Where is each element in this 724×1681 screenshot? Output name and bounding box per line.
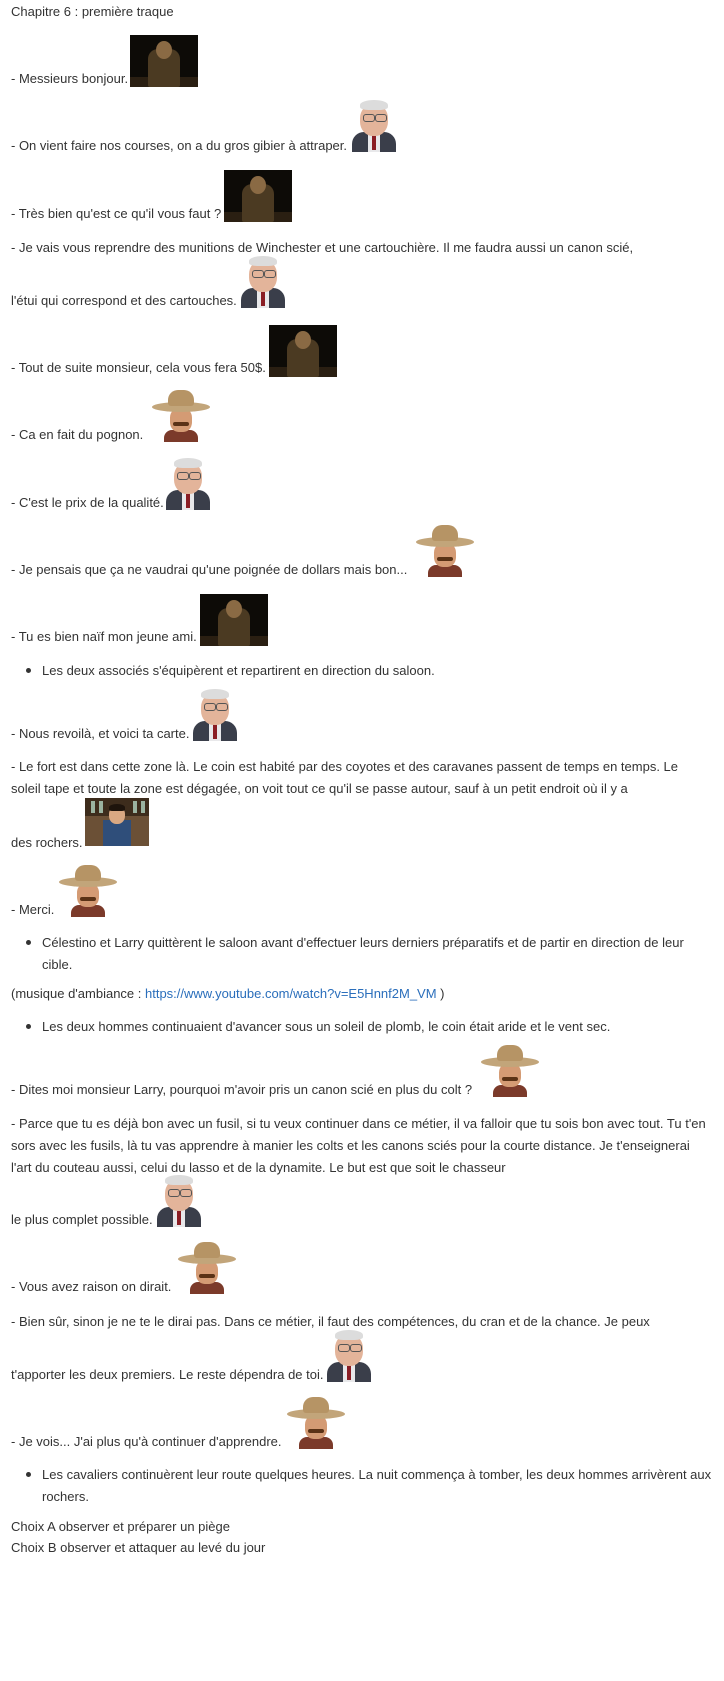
dialogue-line: - On vient faire nos courses, on a du gros gibier à attraper. xyxy=(11,138,348,153)
dialogue-line: - Vous avez raison on dirait. xyxy=(11,1279,172,1294)
old-man-avatar xyxy=(155,1173,203,1227)
shopkeeper-avatar xyxy=(269,325,337,377)
shopkeeper-avatar xyxy=(224,170,292,222)
dialogue-line: - Très bien qu'est ce qu'il vous faut ? xyxy=(11,206,222,221)
dialogue-line: l'étui qui correspond et des cartouches. xyxy=(11,293,237,308)
cowboy-avatar xyxy=(414,523,476,577)
cowboy-avatar xyxy=(176,1240,238,1294)
dialogue-line: - Bien sûr, sinon je ne te le dirai pas. Dans ce métier, il faut des compétences, du cran et de la chance. Je peux xyxy=(11,1314,650,1329)
dialogue-line: - Parce que tu es déjà bon avec un fusil, si tu veux continuer dans ce métier, il va falloir que tu sois bon avec tout. Tu t'en sors avec les fusils, là tu vas apprendre à manier les colts et les canons sciés pour la courte distance. Je t'enseignerai l'art du couteau aussi, celui du lasso et de la dynamite. Le but est que soit le chasseur xyxy=(11,1116,706,1175)
old-man-avatar xyxy=(325,1328,373,1382)
old-man-avatar xyxy=(191,687,239,741)
dialogue-line: - Je pensais que ça ne vaudrai qu'une poignée de dollars mais bon... xyxy=(11,562,408,577)
dialogue-line: - Nous revoilà, et voici ta carte. xyxy=(11,726,190,741)
dialogue-line: le plus complet possible. xyxy=(11,1212,153,1227)
bartender-avatar xyxy=(85,798,149,846)
music-link[interactable]: https://www.youtube.com/watch?v=E5Hnnf2M_VM xyxy=(145,986,437,1001)
shopkeeper-avatar xyxy=(130,35,198,87)
cowboy-avatar xyxy=(479,1043,541,1097)
choice-b: Choix B observer et attaquer au levé du jour xyxy=(11,1540,266,1555)
old-man-avatar xyxy=(239,254,287,308)
narration-bullet: Célestino et Larry quittèrent le saloon avant d'effectuer leurs derniers préparatifs et de partir en direction de leur cible. xyxy=(42,932,714,976)
choice-a: Choix A observer et préparer un piège xyxy=(11,1519,230,1534)
narration-bullet: Les deux associés s'équipèrent et repartirent en direction du saloon. xyxy=(42,660,714,682)
dialogue-line: t'apporter les deux premiers. Le reste dépendra de toi. xyxy=(11,1367,324,1382)
dialogue-line: - C'est le prix de la qualité. xyxy=(11,495,164,510)
dialogue-line: - Messieurs bonjour. xyxy=(11,71,129,86)
music-suffix: ) xyxy=(436,986,445,1001)
music-note xyxy=(11,986,445,1002)
dialogue-line: - Tout de suite monsieur, cela vous fera 50$. xyxy=(11,360,266,375)
cowboy-avatar xyxy=(285,1395,347,1449)
dialogue-line: des rochers. xyxy=(11,835,83,850)
music-prefix: (musique d'ambiance : xyxy=(11,986,145,1001)
old-man-avatar xyxy=(350,98,398,152)
dialogue-line: - Je vais vous reprendre des munitions de Winchester et une cartouchière. Il me faudra aussi un canon scié, xyxy=(11,240,634,255)
narration-bullet: Les cavaliers continuèrent leur route quelques heures. La nuit commença à tomber, les deux hommes arrivèrent aux rochers. xyxy=(42,1464,714,1508)
cowboy-avatar xyxy=(57,863,119,917)
cowboy-avatar xyxy=(150,388,212,442)
dialogue-line: - Je vois... J'ai plus qu'à continuer d'apprendre. xyxy=(11,1434,282,1449)
shopkeeper-avatar xyxy=(200,594,268,646)
old-man-avatar xyxy=(164,456,212,510)
dialogue-line: - Dites moi monsieur Larry, pourquoi m'avoir pris un canon scié en plus du colt ? xyxy=(11,1082,473,1097)
dialogue-line: - Le fort est dans cette zone là. Le coin est habité par des coyotes et des caravanes passent de temps en temps. Le soleil tape et toute la zone est dégagée, on voit tout ce qu'il se passe autour, sauf à un petit endroit où il y a xyxy=(11,759,679,796)
narration-bullet: Les deux hommes continuaient d'avancer sous un soleil de plomb, le coin était aride et le vent sec. xyxy=(42,1016,714,1038)
chapter-title: Chapitre 6 : première traque xyxy=(11,4,174,19)
dialogue-line: - Merci. xyxy=(11,902,55,917)
dialogue-line: - Tu es bien naïf mon jeune ami. xyxy=(11,629,197,644)
dialogue-line: - Ca en fait du pognon. xyxy=(11,427,144,442)
